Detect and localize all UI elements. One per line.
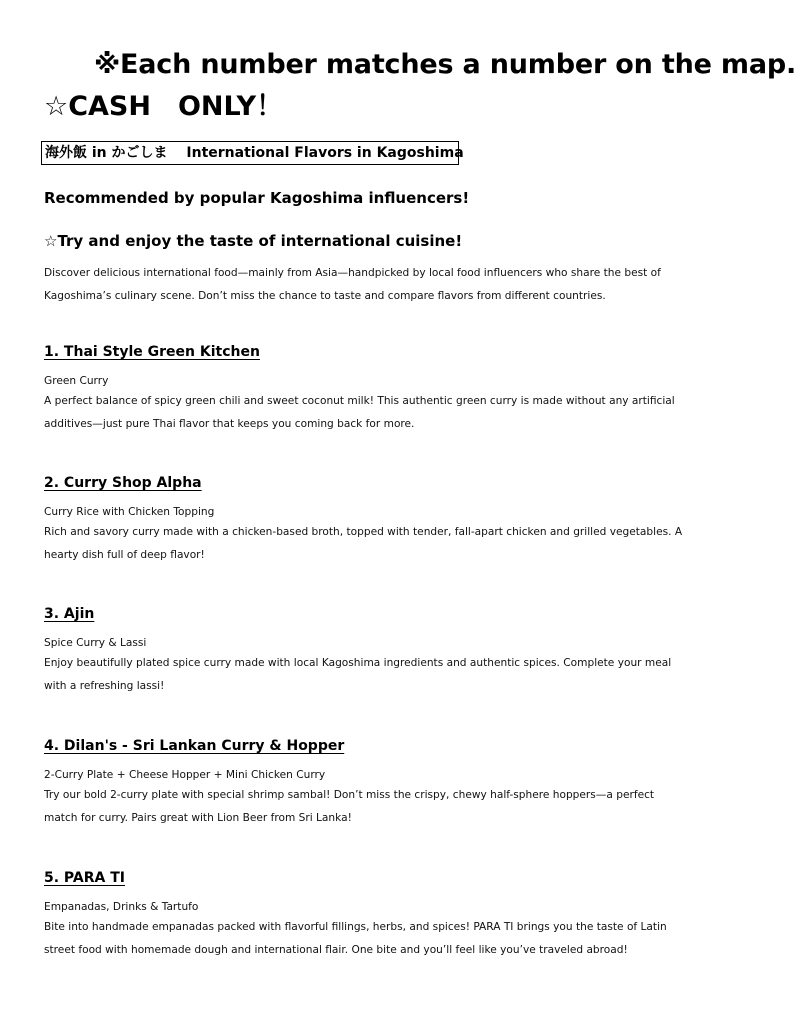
flyer-title: 海外飯 in かごしま International Flavors in Kagoshima — [41, 141, 459, 165]
shop-dish: Green Curry — [44, 375, 109, 387]
recommended-heading: Recommended by popular Kagoshima influencers! — [44, 189, 470, 207]
shop-dish: Curry Rice with Chicken Topping — [44, 506, 215, 518]
shop-title: 3. Ajin — [44, 606, 95, 622]
shop-title: 4. Dilan's - Sri Lankan Curry & Hopper — [44, 738, 345, 754]
shop-dish: Spice Curry & Lassi — [44, 637, 147, 649]
shop-entry-5 — [44, 868, 684, 962]
shop-description: A perfect balance of spicy green chili and sweet coconut milk! This authentic green curry is made without any artificial additives—just pure Thai flavor that keeps you coming back for more. — [44, 395, 675, 430]
shop-dish: Empanadas, Drinks & Tartufo — [44, 901, 199, 913]
shop-title: 2. Curry Shop Alpha — [44, 475, 202, 491]
shop-title: 1. Thai Style Green Kitchen — [44, 344, 260, 360]
shop-entry-3 — [44, 604, 684, 698]
tagline-heading: ☆Try and enjoy the taste of international cuisine! — [44, 232, 463, 250]
shop-description: Enjoy beautifully plated spice curry made with local Kagoshima ingredients and authentic spices. Complete your meal with a refreshing lassi! — [44, 657, 672, 692]
cash-only-notice: ☆CASH ONLY！ — [44, 91, 284, 122]
shop-description: Try our bold 2-curry plate with special shrimp sambal! Don’t miss the crispy, chewy half-sphere hoppers—a perfect match for curry. Pairs great with Lion Beer from Sri Lanka! — [44, 789, 655, 824]
shop-title: 5. PARA TI — [44, 870, 125, 886]
shop-description: Rich and savory curry made with a chicken-based broth, topped with tender, fall-apart chicken and grilled vegetables. A hearty dish full of deep flavor! — [44, 526, 683, 561]
shop-entry-4 — [44, 736, 684, 830]
shop-entry-2 — [44, 473, 684, 567]
shop-dish: 2-Curry Plate + Cheese Hopper + Mini Chicken Curry — [44, 769, 326, 781]
shop-description: Bite into handmade empanadas packed with flavorful fillings, herbs, and spices! PARA TI brings you the taste of Latin street food with homemade dough and international flair. One bite and you’ll feel like you’ve traveled abroad! — [44, 921, 667, 956]
shop-entry-1 — [44, 342, 684, 436]
map-number-notice: ※Each number matches a number on the map. — [94, 49, 796, 80]
intro-paragraph: Discover delicious international food—mainly from Asia—handpicked by local food influencers who share the best of Kagoshima’s culinary scene. Don’t miss the chance to taste and compare flavors from different countries. — [44, 267, 661, 302]
